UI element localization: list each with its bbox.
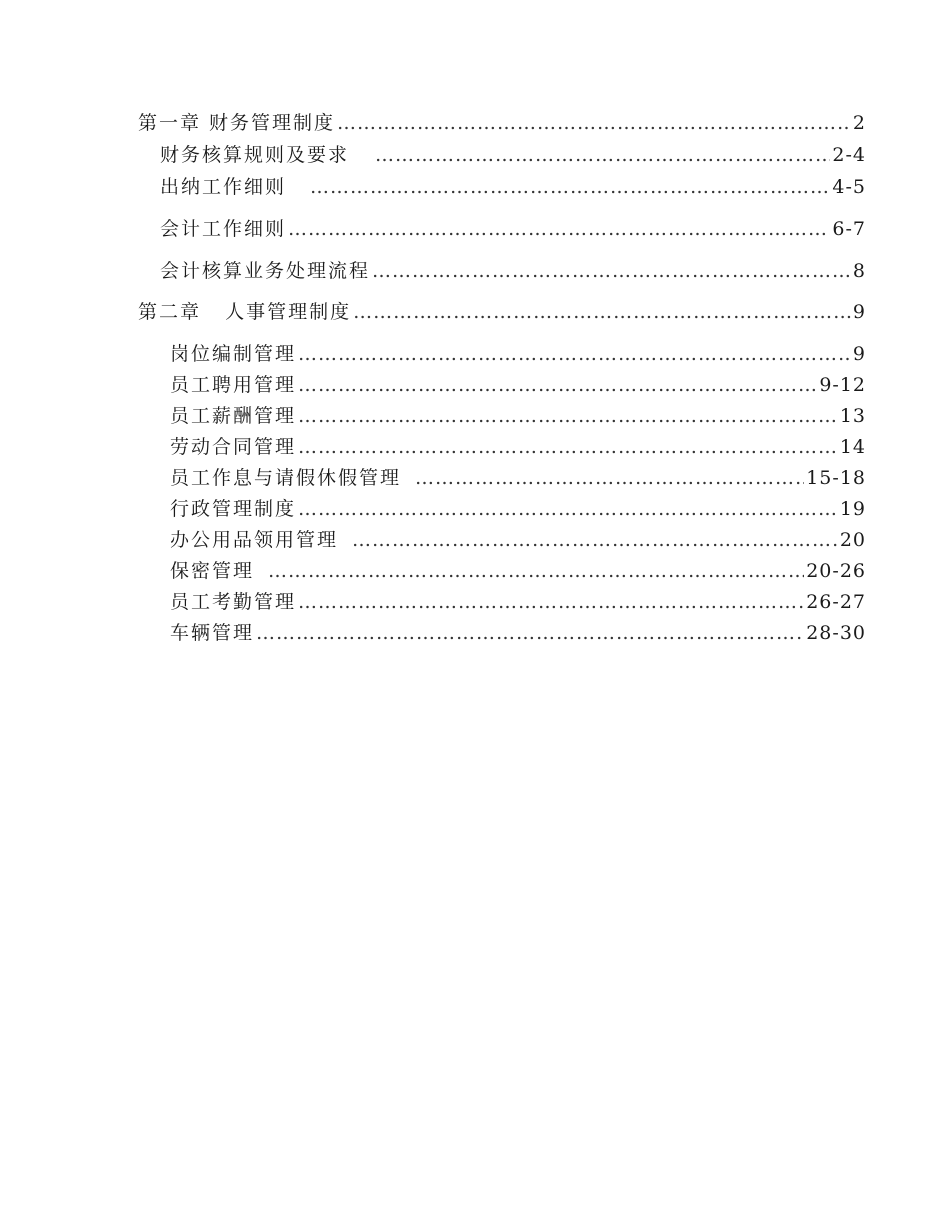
toc-entry-title: 出纳工作细则 (160, 176, 287, 198)
toc-entry-title: 保密管理 (170, 560, 255, 582)
toc-entry-title: 劳动合同管理 (170, 436, 297, 458)
toc-entry-page: 8 (852, 260, 866, 282)
toc-dot-leader (298, 497, 838, 521)
toc-dot-leader (268, 559, 804, 583)
toc-entry-title: 员工作息与请假休假管理 (170, 467, 402, 489)
toc-entry[interactable] (170, 528, 866, 552)
toc-entry-title: 办公用品领用管理 (170, 529, 339, 551)
toc-dot-leader (310, 175, 830, 199)
toc-entry-title: 行政管理制度 (170, 498, 297, 520)
toc-dot-leader (352, 528, 838, 552)
toc-dot-leader (353, 300, 851, 324)
toc-entry-page: 19 (839, 498, 866, 520)
toc-entry[interactable] (170, 497, 866, 521)
toc-entry-title: 车辆管理 (170, 622, 255, 644)
toc-dot-leader (337, 111, 851, 135)
toc-entry[interactable] (160, 259, 866, 283)
toc-entry-page: 9-12 (819, 374, 866, 396)
toc-dot-leader (298, 590, 804, 614)
toc-entry[interactable] (160, 143, 866, 167)
toc-entry-title: 员工考勤管理 (170, 591, 297, 613)
toc-entry-page: 4-5 (832, 176, 866, 198)
toc-entry[interactable] (170, 590, 866, 614)
toc-entry-page: 14 (839, 436, 866, 458)
toc-entry-title: 会计工作细则 (160, 218, 287, 240)
toc-entry[interactable] (170, 342, 866, 366)
toc-dot-leader (375, 143, 830, 167)
toc-entry[interactable] (170, 373, 866, 397)
toc-dot-leader (298, 342, 851, 366)
toc-entry[interactable] (170, 466, 866, 490)
toc-dot-leader (288, 217, 830, 241)
toc-dot-leader (298, 404, 838, 428)
toc-entry-chapter-1[interactable] (138, 111, 866, 135)
toc-entry-title: 财务核算规则及要求 (160, 144, 350, 166)
toc-entry[interactable] (160, 175, 866, 199)
toc-entry-page: 28-30 (806, 622, 866, 644)
toc-entry[interactable] (170, 404, 866, 428)
toc-entry-title: 第一章 财务管理制度 (138, 112, 336, 134)
toc-dot-leader (256, 621, 804, 645)
toc-entry-page: 9 (852, 343, 866, 365)
toc-entry-page: 26-27 (806, 591, 866, 613)
toc-entry[interactable] (170, 621, 866, 645)
toc-entry-page: 6-7 (832, 218, 866, 240)
toc-entry-chapter-2[interactable] (138, 300, 866, 324)
toc-entry-title: 员工聘用管理 (170, 374, 297, 396)
toc-entry-title: 第二章 人事管理制度 (138, 301, 352, 323)
toc-entry[interactable] (160, 217, 866, 241)
toc-entry[interactable] (170, 435, 866, 459)
toc-entry-page: 13 (839, 405, 866, 427)
toc-entry-page: 2 (852, 112, 866, 134)
toc-entry-page: 15-18 (806, 467, 866, 489)
toc-entry-page: 9 (852, 301, 866, 323)
toc-entry-page: 2-4 (832, 144, 866, 166)
toc-dot-leader (415, 466, 804, 490)
toc-entry-title: 会计核算业务处理流程 (160, 260, 371, 282)
toc-entry-title: 员工薪酬管理 (170, 405, 297, 427)
toc-entry-page: 20-26 (806, 560, 866, 582)
toc-entry-page: 20 (839, 529, 866, 551)
toc-dot-leader (298, 435, 838, 459)
toc-dot-leader (298, 373, 817, 397)
toc-entry-title: 岗位编制管理 (170, 343, 297, 365)
toc-dot-leader (372, 259, 851, 283)
toc-entry[interactable] (170, 559, 866, 583)
